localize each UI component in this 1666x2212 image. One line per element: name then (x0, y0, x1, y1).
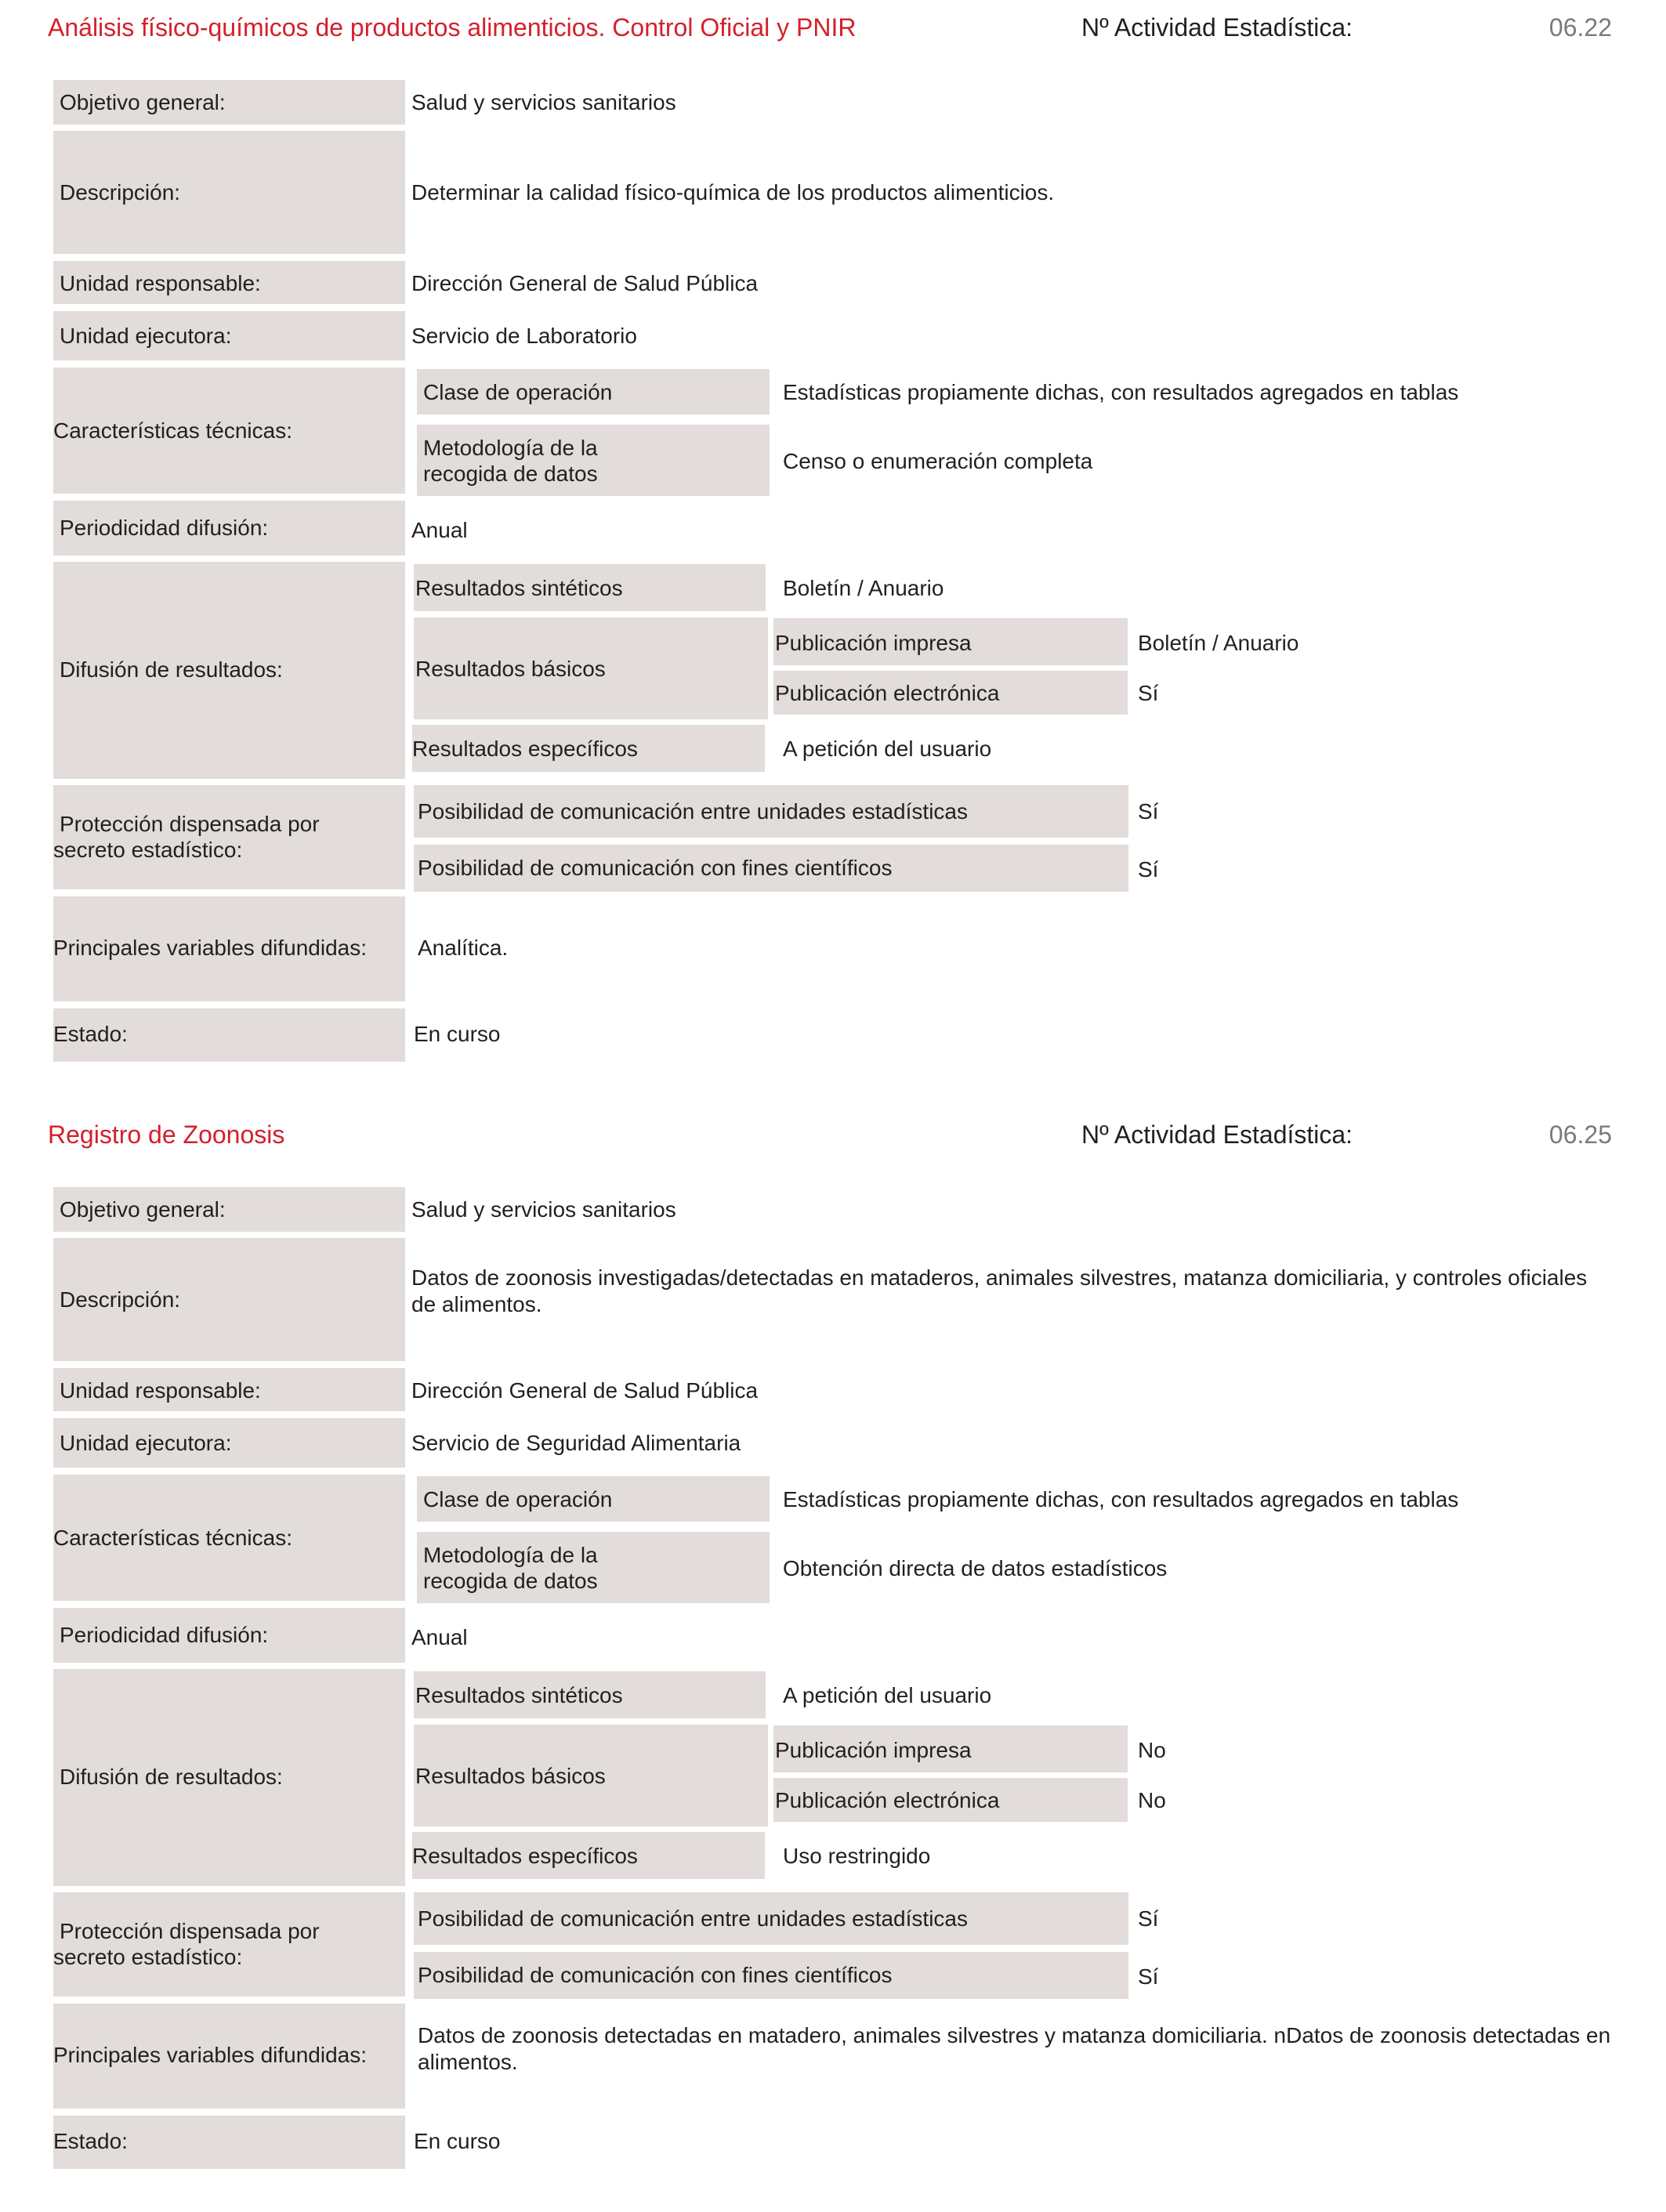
units-communication-value: Sí (1138, 1906, 1159, 1931)
synthetic-results-label: Resultados sintéticos (415, 576, 623, 600)
electronic-publication-value: Sí (1138, 681, 1159, 705)
variables-label: Principales variables difundidas: (53, 936, 367, 960)
variables-value: Analítica. (418, 936, 509, 960)
operation-class-value: Estadísticas propiamente dichas, con resultados agregados en tablas (783, 1487, 1459, 1511)
activity-number-label: Nº Actividad Estadística: (1081, 1120, 1353, 1149)
specific-results-value: A petición del usuario (783, 737, 992, 761)
objective-value: Salud y servicios sanitarios (411, 90, 676, 114)
protection-label-line-1: Protección dispensada por (60, 812, 320, 836)
activity-number: 06.25 (1548, 1120, 1612, 1149)
methodology-label-line-1: Metodología de la (423, 1543, 598, 1567)
electronic-publication-label: Publicación electrónica (775, 681, 1000, 705)
methodology-value: Obtención directa de datos estadísticos (783, 1556, 1168, 1580)
objective-label: Objetivo general: (60, 90, 226, 114)
activity-number: 06.22 (1548, 13, 1612, 42)
executing-unit-value: Servicio de Laboratorio (411, 324, 637, 348)
activity-title: Registro de Zoonosis (48, 1120, 285, 1149)
executing-unit-value: Servicio de Seguridad Alimentaria (411, 1431, 741, 1455)
electronic-publication-value: No (1138, 1788, 1166, 1812)
print-publication-label: Publicación impresa (775, 1738, 972, 1762)
operation-class-label: Clase de operación (423, 380, 613, 404)
periodicity-value: Anual (411, 518, 468, 542)
periodicity-label: Periodicidad difusión: (60, 516, 269, 540)
variables-value: Datos de zoonosis detectadas en matadero, animales silvestres y matanza domiciliaria. nDatos de zoonosis detectadas en alimentos. (418, 2023, 1611, 2074)
specific-results-label: Resultados específicos (412, 737, 638, 761)
status-value: En curso (414, 1022, 501, 1046)
technical-label: Características técnicas: (53, 1526, 292, 1550)
methodology-value: Censo o enumeración completa (783, 449, 1093, 473)
methodology-label-line-1: Metodología de la (423, 436, 598, 460)
operation-class-value: Estadísticas propiamente dichas, con resultados agregados en tablas (783, 380, 1459, 404)
activity-sheet-1 (0, 0, 1666, 1105)
synthetic-results-value: Boletín / Anuario (783, 576, 944, 600)
specific-results-value: Uso restringido (783, 1844, 931, 1868)
responsible-unit-value: Dirección General de Salud Pública (411, 1378, 759, 1403)
status-value: En curso (414, 2129, 501, 2153)
protection-label-line-2: secreto estadístico: (53, 1945, 243, 1969)
scientific-communication-label: Posibilidad de comunicación con fines científicos (418, 1963, 893, 1987)
activity-number-label: Nº Actividad Estadística: (1081, 13, 1353, 42)
responsible-unit-value: Dirección General de Salud Pública (411, 271, 759, 295)
description-label: Descripción: (60, 180, 181, 205)
scientific-communication-label: Posibilidad de comunicación con fines científicos (418, 856, 893, 880)
periodicity-label: Periodicidad difusión: (60, 1623, 269, 1647)
dissemination-label: Difusión de resultados: (60, 1765, 283, 1789)
scientific-communication-value: Sí (1138, 1964, 1159, 1989)
executing-unit-label: Unidad ejecutora: (60, 324, 232, 348)
specific-results-label: Resultados específicos (412, 1844, 638, 1868)
units-communication-label: Posibilidad de comunicación entre unidades estadísticas (418, 799, 968, 824)
description-label: Descripción: (60, 1287, 181, 1312)
technical-label: Características técnicas: (53, 418, 292, 443)
description-value: Datos de zoonosis investigadas/detectadas en mataderos, animales silvestres, matanza domiciliaria, y controles oficiales de alimentos. (411, 1265, 1588, 1316)
print-publication-label: Publicación impresa (775, 631, 972, 655)
status-label: Estado: (53, 1022, 128, 1046)
objective-value: Salud y servicios sanitarios (411, 1197, 676, 1222)
operation-class-label: Clase de operación (423, 1487, 613, 1511)
print-publication-value: No (1138, 1738, 1166, 1762)
variables-label: Principales variables difundidas: (53, 2043, 367, 2067)
status-label: Estado: (53, 2129, 128, 2153)
responsible-unit-label: Unidad responsable: (60, 1378, 261, 1403)
units-communication-label: Posibilidad de comunicación entre unidades estadísticas (418, 1906, 968, 1931)
protection-label-line-2: secreto estadístico: (53, 838, 243, 862)
scientific-communication-value: Sí (1138, 857, 1159, 882)
description-value: Determinar la calidad físico-química de los productos alimenticios. (411, 180, 1055, 205)
synthetic-results-label: Resultados sintéticos (415, 1683, 623, 1707)
executing-unit-label: Unidad ejecutora: (60, 1431, 232, 1455)
basic-results-label: Resultados básicos (415, 1764, 606, 1788)
methodology-label-line-2: recogida de datos (423, 1569, 598, 1593)
units-communication-value: Sí (1138, 799, 1159, 824)
protection-label-line-1: Protección dispensada por (60, 1919, 320, 1943)
periodicity-value: Anual (411, 1625, 468, 1649)
basic-results-label: Resultados básicos (415, 657, 606, 681)
print-publication-value: Boletín / Anuario (1138, 631, 1299, 655)
electronic-publication-label: Publicación electrónica (775, 1788, 1000, 1812)
dissemination-label: Difusión de resultados: (60, 657, 283, 682)
synthetic-results-value: A petición del usuario (783, 1683, 992, 1707)
objective-label: Objetivo general: (60, 1197, 226, 1222)
activity-sheet-2 (0, 1107, 1666, 2212)
methodology-label-line-2: recogida de datos (423, 462, 598, 486)
activity-title: Análisis físico-químicos de productos alimenticios. Control Oficial y PNIR (48, 13, 857, 42)
responsible-unit-label: Unidad responsable: (60, 271, 261, 295)
